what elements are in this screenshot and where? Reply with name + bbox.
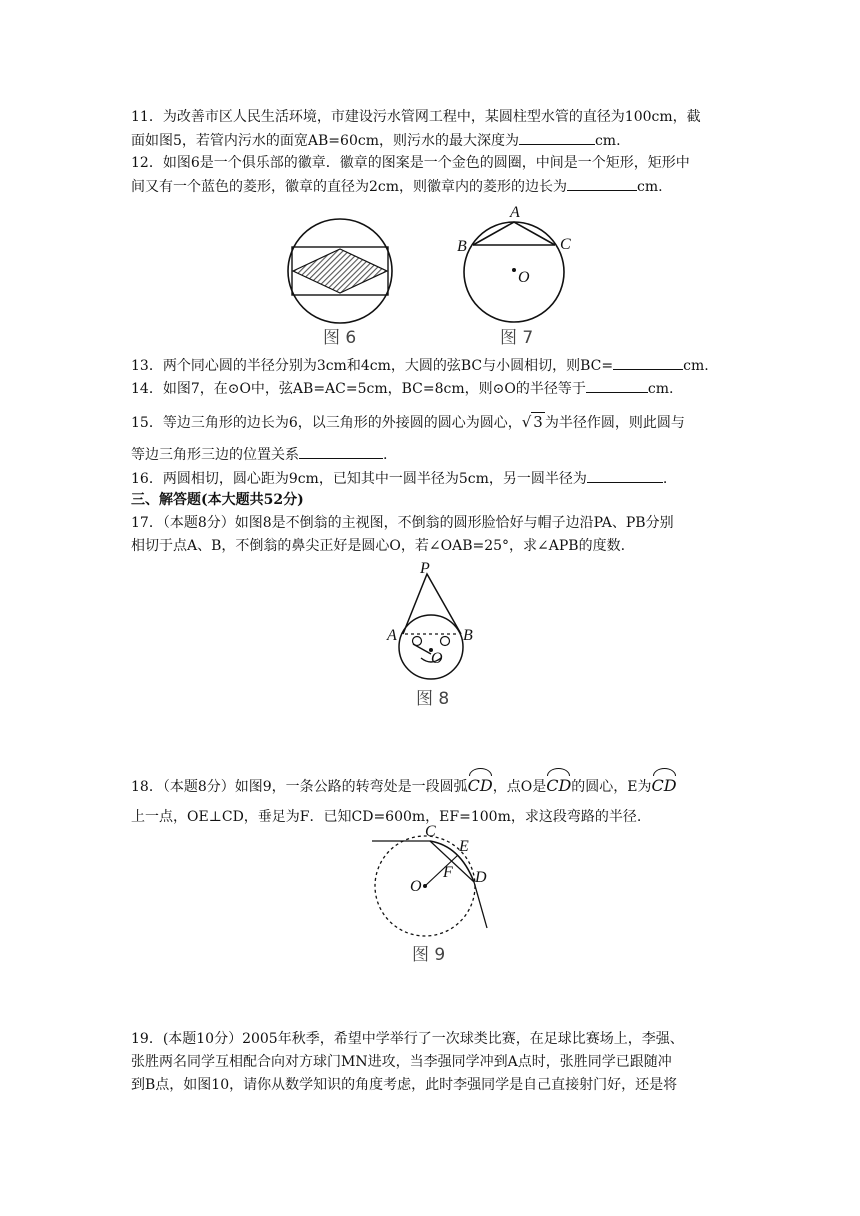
segment-oe — [425, 855, 458, 886]
q12-line2 — [131, 175, 731, 199]
answer-blank — [587, 467, 663, 483]
q17-line2: 相切于点A、B，不倒翁的鼻尖正好是圆心O，若∠OAB=25°，求∠APB的度数. — [131, 538, 626, 554]
radicand: 3 — [533, 413, 543, 431]
label-b: B — [463, 627, 473, 644]
q15-text: 15．等边三角形的边长为6，以三角形的外接圆的圆心为圆心， — [131, 415, 522, 431]
q18-line1 — [131, 771, 731, 802]
q15-end: . — [383, 447, 388, 463]
q19-line2: 张胜两名同学互相配合向对方球门MN进攻，当李强同学冲到A点时，张胜同学已跟随冲 — [131, 1054, 672, 1070]
center-point — [423, 884, 427, 888]
figure-9 — [368, 822, 498, 942]
q18-line2: 上一点，OE⊥CD，垂足为F．已知CD=600m，EF=100m，求这段弯路的半径. — [131, 809, 642, 825]
q15-text-2: 为半径作圆，则此圆与 — [544, 415, 685, 431]
q16-end: . — [662, 471, 668, 487]
figure-7 — [452, 200, 582, 330]
figure-6 — [283, 214, 397, 328]
q14-unit: cm. — [647, 381, 674, 397]
label-f: F — [443, 864, 453, 881]
arc-cd: CD — [468, 771, 493, 801]
label-a: A — [387, 627, 397, 644]
q18-text: 18．（本题8分）如图9，一条公路的转弯处是一段圆弧 — [131, 779, 468, 795]
q11-text: 面如图5，若管内污水的面宽AB=60cm，则污水的最大深度为 — [131, 133, 519, 149]
question-19 — [131, 1028, 731, 1097]
label-c: C — [425, 823, 436, 840]
figure-6-caption: 图 6 — [323, 328, 357, 348]
q18-text-3: 的圆心，E为 — [571, 779, 652, 795]
chords-ab-ac — [473, 222, 555, 245]
figure-9-caption: 图 9 — [412, 945, 446, 965]
label-o: O — [431, 650, 443, 667]
q17-line1: 17．（本题8分）如图8是不倒翁的主视图，不倒翁的圆形脸恰好与帽子边沿PA、PB分别 — [131, 515, 674, 531]
question-13 — [131, 354, 731, 378]
q14-text: 14．如图7，在⊙O中，弦AB=AC=5cm，BC=8cm，则⊙O的半径等于 — [131, 381, 586, 397]
label-b: B — [457, 238, 467, 255]
road-edge-right — [474, 882, 487, 928]
label-d: D — [475, 869, 487, 886]
arc-cd: CD — [546, 771, 571, 801]
question-16 — [131, 467, 731, 491]
q15-line1 — [131, 406, 731, 439]
hat-edges — [403, 574, 461, 634]
q18-text-2: ，点O是 — [492, 779, 547, 795]
sqrt-three: √ 3 — [521, 413, 543, 431]
q12-text: 间又有一个蓝色的菱形，徽章的直径为2cm，则徽章内的菱形的边长为 — [131, 179, 568, 195]
q12-unit: cm. — [637, 179, 663, 195]
q12-line1: 12．如图6是一个俱乐部的徽章．徽章的图案是一个金色的圆圈，中间是一个矩形，矩形中 — [131, 155, 690, 171]
figure-7-caption: 图 7 — [500, 328, 534, 348]
question-17 — [131, 512, 731, 558]
figure-8-caption: 图 8 — [416, 689, 450, 709]
badge-rhombus — [293, 249, 387, 293]
q16-text: 16．两圆相切，圆心距为9cm，已知其中一圆半径为5cm，另一圆半径为 — [131, 471, 587, 487]
question-12 — [131, 152, 731, 199]
question-18 — [131, 771, 731, 802]
label-p: P — [420, 560, 430, 577]
answer-blank — [567, 175, 637, 191]
label-e: E — [459, 838, 469, 855]
label-a: A — [510, 204, 520, 221]
question-14 — [131, 377, 731, 401]
q11-line2 — [131, 129, 731, 153]
q11-line1: 11．为改善市区人民生活环境，市建设污水管网工程中，某圆柱型水管的直径为100cm，截 — [131, 109, 701, 125]
arc-cd: CD — [652, 771, 677, 801]
label-c: C — [560, 236, 571, 253]
q19-line1: 19．(本题10分）2005年秋季，希望中学举行了一次球类比赛，在足球比赛场上，李强、 — [131, 1031, 684, 1047]
right-eye — [441, 637, 450, 646]
q13-text: 13．两个同心圆的半径分别为3cm和4cm，大圆的弦BC与小圆相切，则BC= — [131, 358, 614, 374]
question-15 — [131, 406, 731, 471]
answer-blank — [586, 377, 648, 393]
q15-text-3: 等边三角形三边的位置关系 — [131, 447, 299, 463]
answer-blank — [519, 129, 595, 145]
center-point — [512, 268, 516, 272]
answer-blank — [299, 443, 383, 459]
label-o: O — [518, 269, 530, 286]
q19-line3: 到B点，如图10，请你从数学知识的角度考虑，此时李强同学是自己直接射门好，还是将 — [131, 1077, 678, 1093]
label-o: O — [410, 878, 422, 895]
figure-8 — [383, 560, 483, 690]
section-title: 三、解答题(本大题共52分) — [131, 492, 304, 508]
question-11 — [131, 106, 731, 153]
answer-blank — [613, 354, 683, 370]
face-circle — [399, 615, 463, 679]
q11-unit: cm. — [594, 133, 621, 149]
radius-ao — [413, 644, 431, 654]
q13-unit: cm. — [683, 358, 709, 374]
